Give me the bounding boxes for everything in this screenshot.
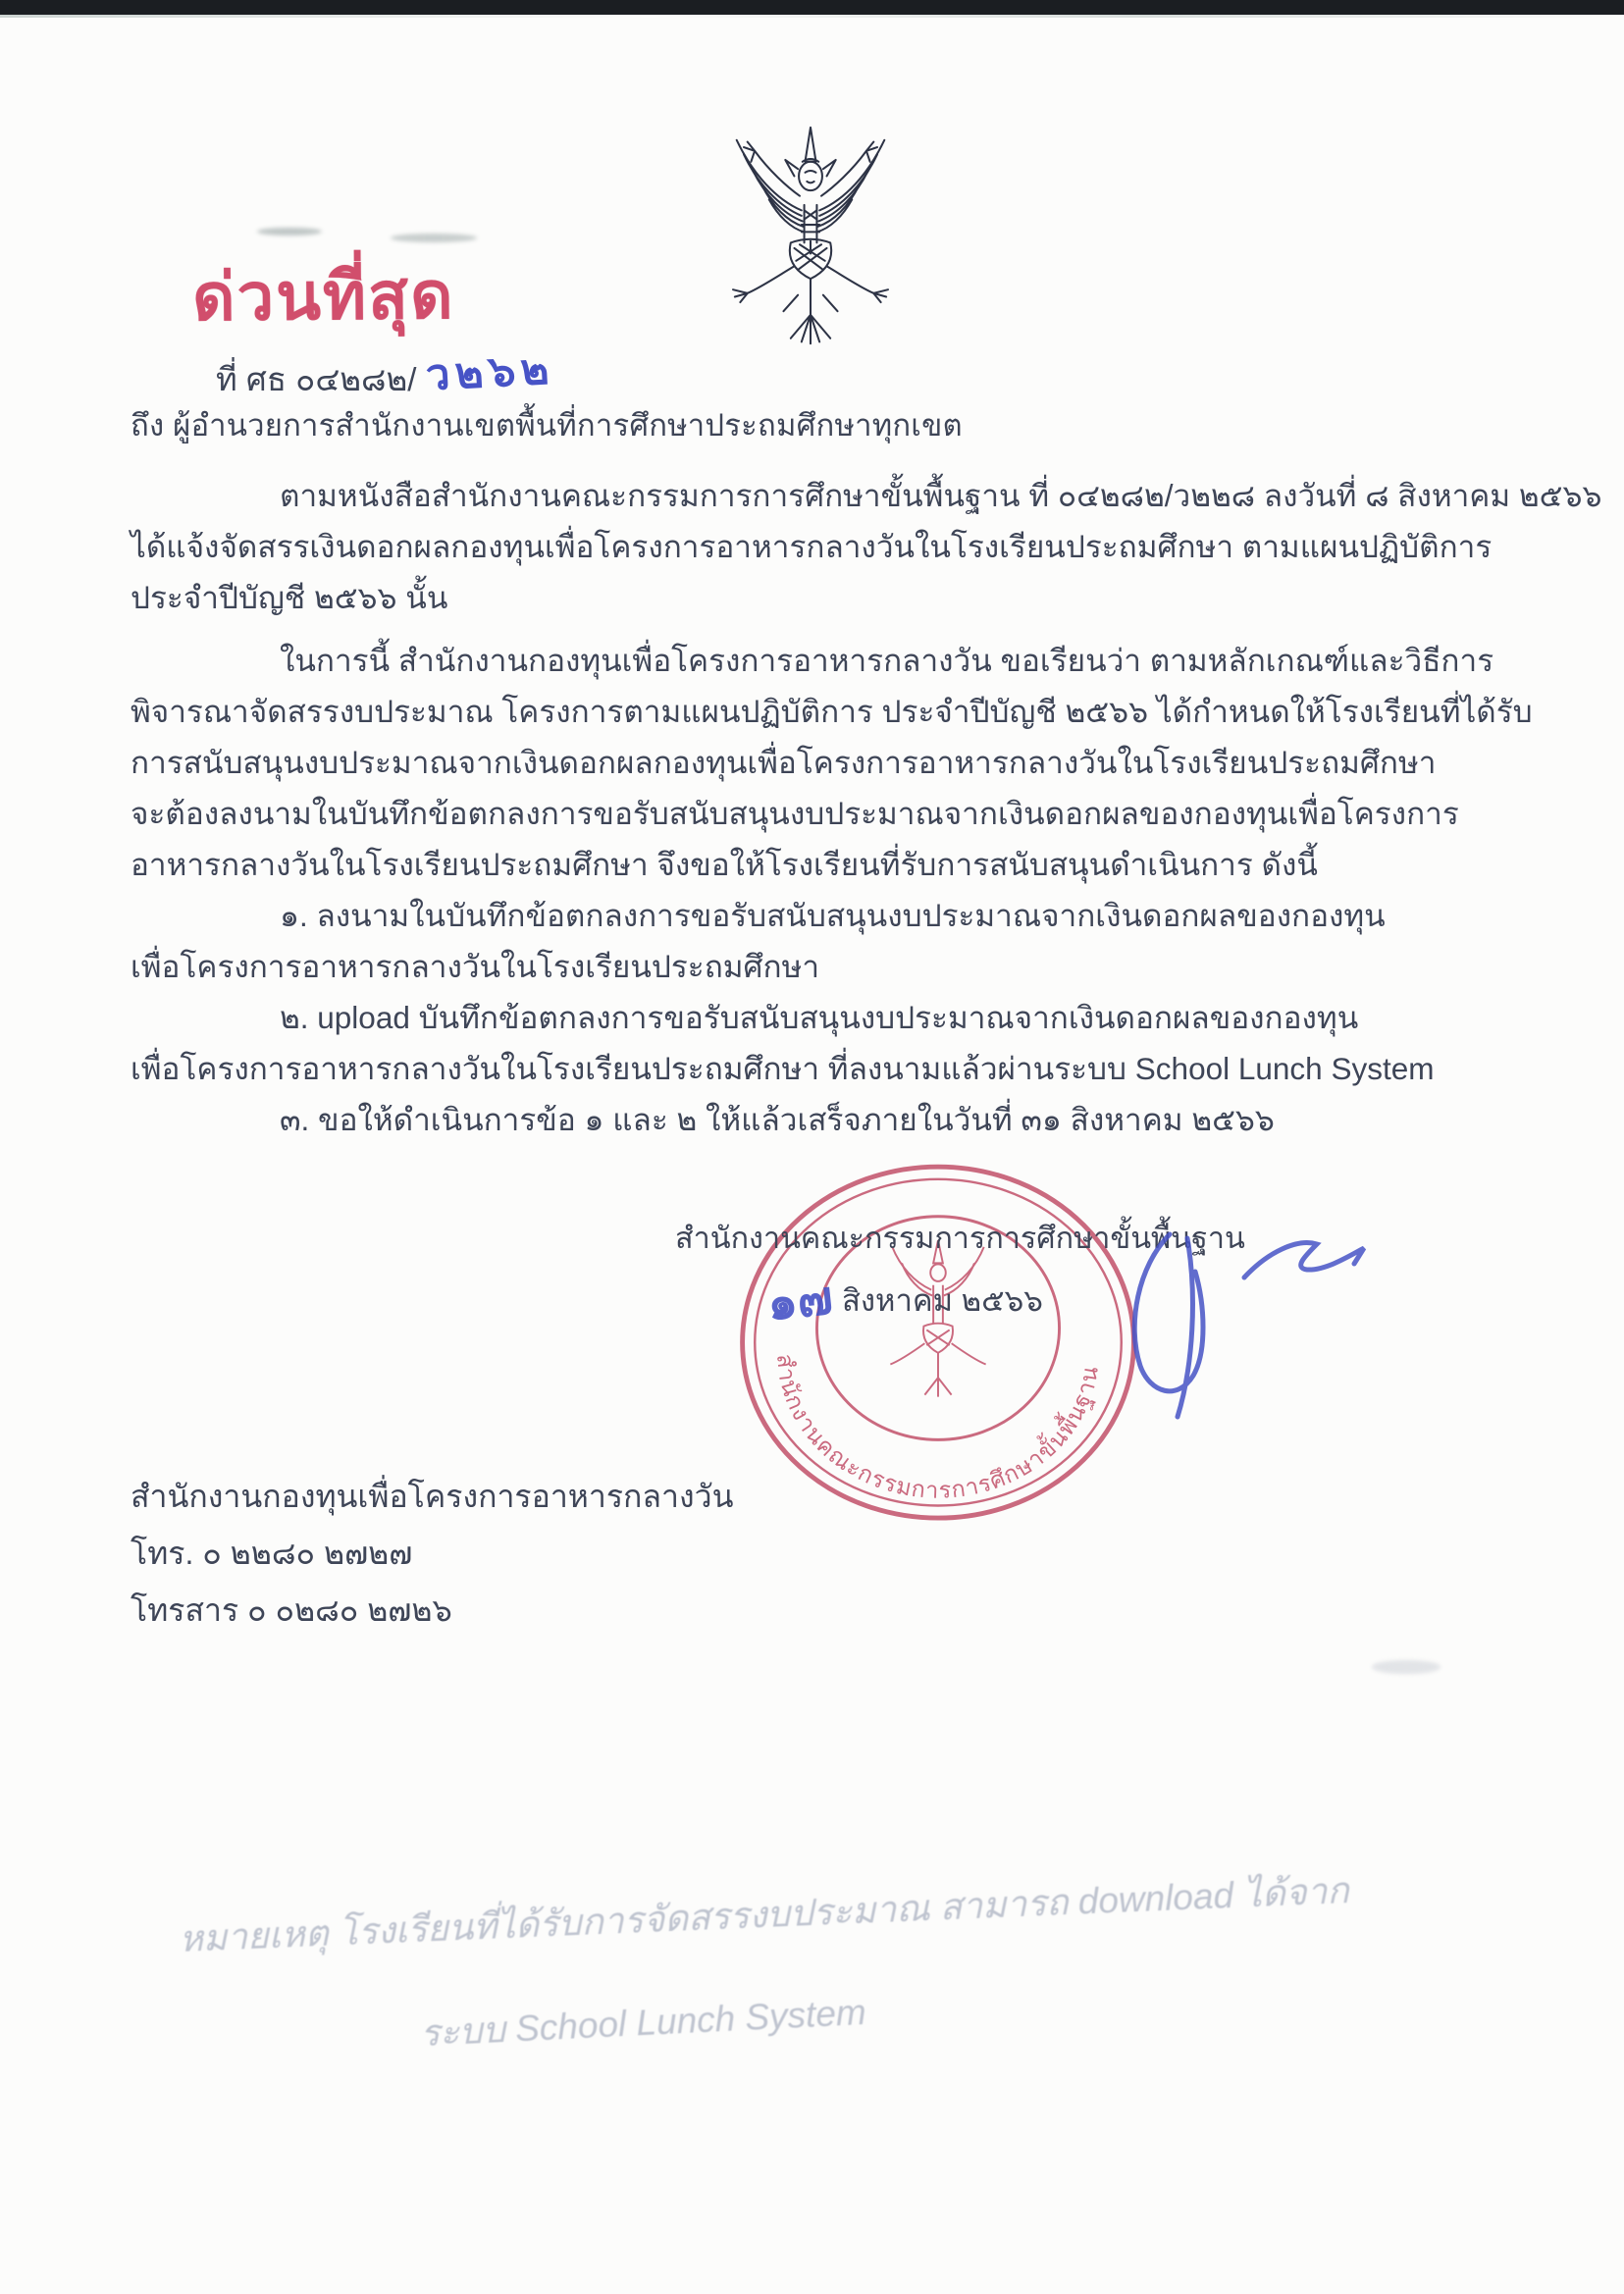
body-line: พิจารณาจัดสรรงบประมาณ โครงการตามแผนปฏิบัติการ ประจำปีบัญชี ๒๕๖๖ ได้กำหนดให้โรงเรียนที่ได้รับ: [131, 694, 1533, 729]
handwritten-note-line2: ระบบ School Lunch System: [419, 1991, 867, 2055]
body-line: ได้แจ้งจัดสรรเงินดอกผลกองทุนเพื่อโครงการอาหารกลางวันในโรงเรียนประถมศึกษา ตามแผนปฏิบัติการ: [131, 529, 1493, 564]
body-line: ประจำปีบัญชี ๒๕๖๖ นั้น: [131, 580, 448, 615]
signing-org-line: สำนักงานคณะกรรมการการศึกษาขั้นพื้นฐาน: [675, 1222, 1245, 1255]
footer-fax: โทรสาร ๐ ๐๒๘๐ ๒๗๒๖: [131, 1592, 452, 1628]
ink-smudge: [391, 234, 477, 242]
body-line: เพื่อโครงการอาหารกลางวันในโรงเรียนประถมศึกษา: [131, 949, 820, 984]
doc-number-line: [216, 341, 553, 410]
doc-number-handwritten: ว๒๖๒: [424, 344, 555, 400]
body-line: การสนับสนุนงบประมาณจากเงินดอกผลกองทุนเพื่อโครงการอาหารกลางวันในโรงเรียนประถมศึกษา: [131, 745, 1437, 780]
date-day-handwritten: ๑๗: [764, 1272, 836, 1331]
date-line: สิงหาคม ๒๕๖๖: [842, 1283, 1043, 1318]
recipient-line: ถึง ผู้อำนวยการสำนักงานเขตพื้นที่การศึกษาประถมศึกษาทุกเขต: [131, 408, 963, 443]
body-line: ในการนี้ สำนักงานกองทุนเพื่อโครงการอาหารกลางวัน ขอเรียนว่า ตามหลักเกณฑ์และวิธีการ: [280, 643, 1494, 678]
seal-curved-text: สำนักงานคณะกรรมการการศึกษาขั้นพื้นฐาน: [771, 1352, 1104, 1503]
body-line: ตามหนังสือสำนักงานคณะกรรมการการศึกษาขั้นพื้นฐาน ที่ ๐๔๒๘๒/ว๒๒๘ ลงวันที่ ๘ สิงหาคม ๒๕๖๖: [280, 478, 1602, 513]
urgent-stamp: ด่วนที่สุด: [191, 258, 455, 336]
body-line: ๑. ลงนามในบันทึกข้อตกลงการขอรับสนับสนุนงบประมาณจากเงินดอกผลของกองทุน: [280, 898, 1386, 933]
footer-tel: โทร. ๐ ๒๒๘๐ ๒๗๒๗: [131, 1536, 413, 1571]
body-line: ๓. ขอให้ดำเนินการข้อ ๑ และ ๒ ให้แล้วเสร็จภายในวันที่ ๓๑ สิงหาคม ๒๕๖๖: [280, 1102, 1275, 1137]
body-line: ๒. upload บันทึกข้อตกลงการขอรับสนับสนุนงบประมาณจากเงินดอกผลของกองทุน: [280, 1000, 1359, 1035]
body-line: จะต้องลงนามในบันทึกข้อตกลงการขอรับสนับสนุนงบประมาณจากเงินดอกผลของกองทุนเพื่อโครงการ: [131, 796, 1459, 831]
scan-edge-band: [0, 0, 1624, 15]
body-line: เพื่อโครงการอาหารกลางวันในโรงเรียนประถมศึกษา ที่ลงนามแล้วผ่านระบบ School Lunch System: [131, 1051, 1435, 1086]
body-line: อาหารกลางวันในโรงเรียนประถมศึกษา จึงขอให้โรงเรียนที่รับการสนับสนุนดำเนินการ ดังนี้: [131, 847, 1318, 882]
ink-smudge: [257, 228, 322, 235]
garuda-emblem-icon: [711, 124, 910, 349]
handwritten-note-line1: หมายเหตุ โรงเรียนที่ได้รับการจัดสรรงบประมาณ สามารถ download ได้จาก: [178, 1870, 1350, 1959]
footer-org: สำนักงานกองทุนเพื่อโครงการอาหารกลางวัน: [131, 1479, 734, 1514]
doc-number-printed: ที่ ศธ ๐๔๒๘๒/: [216, 361, 417, 397]
official-round-seal: [728, 1156, 1148, 1538]
scan-smudge: [1372, 1660, 1441, 1674]
